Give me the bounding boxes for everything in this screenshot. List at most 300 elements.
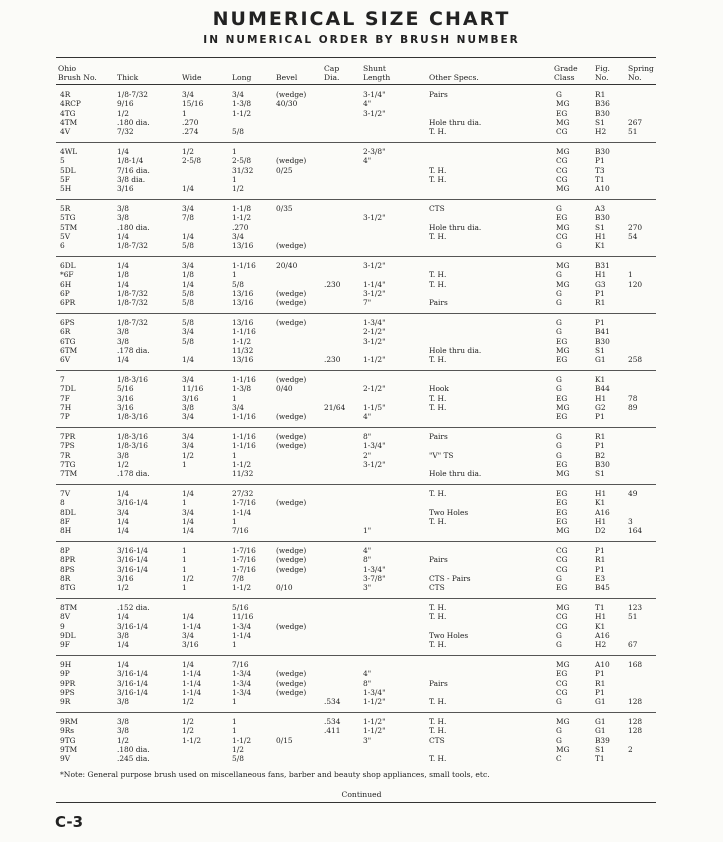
header-thick: Thick [117,73,139,82]
cell-brush: 4R [60,90,71,99]
cell-thick: 5/16 [117,384,134,394]
cell-thick: 1/4 [117,612,129,622]
cell-long: 1-7/16 [232,498,256,508]
cell-spring: 51 [628,127,638,137]
cell-fig: G1 [595,697,606,707]
cell-brush: 5H [60,184,72,194]
cell-spring: 120 [628,279,643,289]
table-row [0,517,723,526]
table-row [0,717,723,726]
cell-other: Pairs [429,90,448,99]
cell-fig: G1 [595,726,606,736]
cell-wide: 7/8 [182,213,194,223]
cell-long: 1 [232,450,237,460]
cell-long: 1 [232,393,237,403]
cell-thick: 3/4 [117,507,129,517]
cell-bevel: 20/40 [276,261,298,270]
cell-grade: CG [556,621,568,631]
cell-wide: 3/16 [182,393,199,403]
cell-fig: R1 [595,678,606,688]
cell-grade: MG [556,117,570,127]
cell-bevel: (wedge) [276,90,307,99]
group-separator [56,484,656,485]
cell-fig: G3 [595,279,606,289]
cell-shunt: 1-1/2" [363,697,386,707]
cell-thick: 3/16-1/4 [117,555,148,565]
cell-fig: A16 [595,507,610,517]
cell-long: 13/16 [232,318,254,327]
cell-grade: MG [556,345,570,355]
cell-grade: MG [556,222,570,232]
table-row [0,546,723,555]
cell-brush: *6F [60,270,74,280]
cell-grade: CG [556,687,568,697]
cell-long: 1/2 [232,184,244,194]
cell-fig: B30 [595,459,610,469]
cell-grade: EG [556,213,568,223]
header-cap: Cap Dia. [324,64,340,82]
table-row [0,232,723,241]
cell-spring: 78 [628,393,638,403]
cell-grade: G [556,450,562,460]
cell-grade: G [556,735,562,745]
cell-fig: P1 [595,412,605,422]
cell-long: 31/32 [232,165,254,175]
cell-fig: T1 [595,603,605,612]
cell-brush: 7TM [60,469,78,479]
cell-fig: B30 [595,336,610,346]
cell-brush: 9PR [60,678,76,688]
cell-shunt: 1-3/4" [363,687,386,697]
table-row [0,223,723,232]
table-row [0,612,723,621]
cell-brush: 8PS [60,564,75,574]
cell-brush: 9DL [60,630,76,640]
cell-bevel: (wedge) [276,441,307,451]
cell-fig: T1 [595,754,605,764]
cell-grade: CG [556,612,568,622]
cell-grade: MG [556,603,570,612]
cell-fig: A10 [595,184,610,194]
cell-wide: 1/4 [182,489,194,498]
cell-thick: 3/8 [117,336,129,346]
cell-long: 13/16 [232,241,254,251]
cell-thick: 3/16-1/4 [117,669,148,679]
header-fig: Fig. No. [595,64,610,82]
cell-shunt: 3-1/2" [363,336,386,346]
cell-brush: 8 [60,498,65,508]
cell-thick: 1/8-7/32 [117,241,148,251]
table-row [0,526,723,535]
table-row [0,147,723,156]
cell-fig: H1 [595,516,607,526]
cell-spring: 54 [628,231,638,241]
cell-brush: 8V [60,612,71,622]
cell-grade: CG [556,231,568,241]
table-row [0,469,723,478]
cell-long: 1-1/2 [232,336,252,346]
cell-grade: MG [556,526,570,536]
cell-bevel: 0/25 [276,165,293,175]
cell-shunt: 8" [363,432,372,441]
cell-brush: 7PR [60,432,76,441]
cell-brush: 9TG [60,735,76,745]
cell-other: T. H. [429,402,447,412]
table-row [0,261,723,270]
cell-brush: 6V [60,355,71,365]
cell-long: 1-3/4 [232,687,252,697]
cell-brush: 5DL [60,165,76,175]
cell-grade: MG [556,279,570,289]
cell-thick: 1/4 [117,660,129,669]
table-row [0,156,723,165]
cell-thick: 3/16-1/4 [117,687,148,697]
cell-long: 1-3/4 [232,678,252,688]
header-wide: Wide [182,73,202,82]
cell-wide: 1/2 [182,573,194,583]
cell-fig: A3 [595,204,606,213]
cell-fig: K1 [595,241,606,251]
group-separator [56,655,656,656]
cell-grade: CG [556,165,568,175]
cell-wide: 3/4 [182,432,194,441]
table-row [0,622,723,631]
cell-grade: G [556,697,562,707]
cell-wide: 1 [182,498,187,508]
cell-wide: 1/4 [182,279,194,289]
cell-brush: 7 [60,375,65,384]
cell-brush: 7R [60,450,71,460]
cell-thick: 1/2 [117,459,129,469]
header-grade: Grade Class [554,64,578,82]
cell-shunt: 1-1/4" [363,279,386,289]
cell-other: CTS - Pairs [429,573,471,583]
cell-thick: 1/8-7/32 [117,298,148,308]
cell-thick: 1/4 [117,526,129,536]
cell-thick: 7/32 [117,127,134,137]
cell-grade: EG [556,393,568,403]
cell-brush: 9 [60,621,65,631]
table-row [0,175,723,184]
cell-shunt: 2" [363,450,372,460]
cell-long: 5/16 [232,603,249,612]
continued-label: Continued [341,790,382,799]
cell-thick: 3/8 [117,697,129,707]
cell-wide: 3/4 [182,90,194,99]
cell-long: 1 [232,516,237,526]
cell-grade: CG [556,127,568,137]
cell-grade: C [556,754,562,764]
cell-thick: 3/16 [117,184,134,194]
cell-wide: 1 [182,459,187,469]
cell-thick: .152 dia. [117,603,150,612]
cell-grade: G [556,270,562,280]
cell-long: 1-1/16 [232,441,256,451]
cell-grade: G [556,432,562,441]
cell-fig: G2 [595,402,606,412]
footnote: *Note: General purpose brush used on miscellaneous fans, barber and beauty shop appliances, small tools, etc. [60,770,490,779]
cell-wide: 1 [182,564,187,574]
cell-thick: 1/4 [117,516,129,526]
cell-long: 27/32 [232,489,254,498]
cell-brush: 9F [60,640,70,650]
cell-brush: 9R [60,697,71,707]
cell-shunt: 1-3/4" [363,441,386,451]
cell-brush: 8F [60,516,70,526]
cell-long: 1-1/4 [232,507,252,517]
cell-long: 1-7/16 [232,555,256,565]
cell-other: T. H. [429,640,447,650]
cell-brush: 9V [60,754,71,764]
cell-fig: K1 [595,498,606,508]
cell-shunt: 4" [363,99,372,109]
cell-shunt: 1" [363,526,372,536]
cell-fig: B31 [595,261,610,270]
cell-thick: 1/8-3/16 [117,432,148,441]
cell-fig: B41 [595,327,610,337]
cell-brush: 7F [60,393,70,403]
cell-brush: 4TG [60,108,76,118]
cell-shunt: 3-1/2" [363,288,386,298]
group-separator [56,712,656,713]
table-row [0,375,723,384]
cell-fig: T1 [595,174,605,184]
table-row [0,184,723,193]
cell-fig: H1 [595,270,607,280]
cell-long: 1-7/16 [232,546,256,555]
cell-brush: 9H [60,660,72,669]
cell-fig: H2 [595,127,607,137]
table-row [0,726,723,735]
cell-cap: .534 [324,697,341,707]
cell-fig: B30 [595,108,610,118]
cell-wide: 1-1/4 [182,678,202,688]
cell-long: 1 [232,174,237,184]
cell-brush: 5TM [60,222,78,232]
cell-thick: .180 dia. [117,222,150,232]
cell-fig: B30 [595,213,610,223]
cell-fig: P1 [595,318,605,327]
cell-other: T. H. [429,697,447,707]
cell-long: 1-1/16 [232,327,256,337]
cell-bevel: (wedge) [276,412,307,422]
header-brush: Ohio Brush No. [58,64,97,82]
cell-fig: S1 [595,744,605,754]
cell-bevel: (wedge) [276,318,307,327]
cell-other: T. H. [429,231,447,241]
cell-thick: 1/8-3/16 [117,441,148,451]
cell-brush: 6TG [60,336,76,346]
cell-wide: 1 [182,108,187,118]
cell-shunt: 3-1/4" [363,90,386,99]
table-row [0,213,723,222]
cell-brush: 6DL [60,261,76,270]
cell-shunt: 3-1/2" [363,261,386,270]
cell-other: CTS [429,204,445,213]
cell-grade: EG [556,507,568,517]
cell-bevel: (wedge) [276,669,307,679]
cell-cap: .534 [324,717,341,726]
cell-bevel: (wedge) [276,241,307,251]
cell-fig: P1 [595,156,605,166]
cell-long: 1 [232,726,237,736]
cell-thick: 1/8-1/4 [117,156,144,166]
cell-fig: D2 [595,526,606,536]
cell-grade: EG [556,516,568,526]
cell-brush: 8DL [60,507,76,517]
cell-other: Two Holes [429,630,469,640]
cell-shunt: 3-1/2" [363,108,386,118]
cell-long: 1-1/16 [232,261,256,270]
cell-brush: 5 [60,156,65,166]
table-row [0,355,723,364]
cell-thick: 1/8-7/32 [117,288,148,298]
cell-thick: .245 dia. [117,754,150,764]
cell-shunt: 1-1/2" [363,355,386,365]
page-number: C-3 [55,813,84,831]
cell-grade: MG [556,469,570,479]
cell-shunt: 4" [363,669,372,679]
cell-brush: 6H [60,279,72,289]
cell-wide: 1/8 [182,270,194,280]
cell-long: 11/32 [232,469,254,479]
cell-thick: 3/8 [117,204,129,213]
table-row [0,289,723,298]
cell-other: Pairs [429,298,448,308]
cell-fig: S1 [595,469,605,479]
cell-thick: 1/4 [117,355,129,365]
cell-spring: 51 [628,612,638,622]
cell-spring: 267 [628,117,643,127]
cell-wide: 1/4 [182,612,194,622]
cell-brush: 9RM [60,717,78,726]
header-other: Other Specs. [429,73,479,82]
cell-thick: 1/4 [117,489,129,498]
group-separator [56,541,656,542]
table-row [0,298,723,307]
cell-long: 5/8 [232,754,244,764]
cell-thick: 3/8 [117,450,129,460]
cell-wide: 3/4 [182,204,194,213]
group-separator [56,256,656,257]
cell-long: 1-1/16 [232,412,256,422]
cell-other: "V" TS [429,450,454,460]
cell-other: Hole thru dia. [429,117,482,127]
cell-grade: CG [556,174,568,184]
cell-thick: 3/16 [117,573,134,583]
cell-cap: 21/64 [324,402,346,412]
table-row [0,318,723,327]
cell-shunt: 1-1/2" [363,726,386,736]
cell-wide: 1/2 [182,726,194,736]
cell-thick: 3/16-1/4 [117,621,148,631]
table-row [0,99,723,108]
cell-long: 13/16 [232,298,254,308]
cell-long: 7/8 [232,573,244,583]
cell-fig: P1 [595,288,605,298]
cell-brush: 6 [60,241,65,251]
cell-wide: 1-1/4 [182,669,202,679]
cell-fig: A10 [595,660,610,669]
cell-shunt: 2-3/8" [363,147,386,156]
cell-grade: MG [556,147,570,156]
cell-wide: 15/16 [182,99,204,109]
cell-cap: .230 [324,355,341,365]
cell-bevel: (wedge) [276,687,307,697]
header-bevel: Bevel [276,73,298,82]
table-row [0,660,723,669]
cell-grade: G [556,288,562,298]
cell-grade: EG [556,459,568,469]
cell-wide: 1/4 [182,184,194,194]
table-row [0,631,723,640]
table-row [0,754,723,763]
cell-fig: G1 [595,355,606,365]
cell-bevel: (wedge) [276,564,307,574]
cell-thick: 1/8-7/32 [117,90,148,99]
table-row [0,745,723,754]
cell-grade: G [556,630,562,640]
cell-brush: 6R [60,327,71,337]
cell-shunt: 3" [363,735,372,745]
cell-grade: G [556,375,562,384]
cell-brush: 5R [60,204,71,213]
cell-thick: 3/16-1/4 [117,498,148,508]
cell-thick: 3/16-1/4 [117,546,148,555]
cell-wide: 5/8 [182,318,194,327]
cell-long: 1-1/4 [232,630,252,640]
cell-grade: EG [556,489,568,498]
cell-bevel: (wedge) [276,375,307,384]
cell-cap: .230 [324,279,341,289]
cell-long: 1-1/2 [232,459,252,469]
cell-bevel: (wedge) [276,621,307,631]
table-row [0,669,723,678]
cell-thick: 3/8 dia. [117,174,146,184]
cell-brush: 8H [60,526,72,536]
table-row [0,460,723,469]
cell-thick: 3/16 [117,402,134,412]
cell-fig: P1 [595,687,605,697]
cell-long: 1-7/16 [232,564,256,574]
cell-long: 1-1/2 [232,583,252,593]
table-row [0,688,723,697]
cell-brush: 7DL [60,384,76,394]
table-row [0,603,723,612]
cell-grade: G [556,726,562,736]
cell-spring: 3 [628,516,633,526]
cell-fig: H1 [595,612,607,622]
cell-wide: 3/8 [182,402,194,412]
cell-other: T. H. [429,279,447,289]
cell-wide: 1-1/2 [182,735,202,745]
cell-wide: 3/4 [182,630,194,640]
cell-brush: 9Rs [60,726,75,736]
cell-brush: 5V [60,231,71,241]
cell-shunt: 8" [363,678,372,688]
cell-fig: H1 [595,489,607,498]
cell-spring: 67 [628,640,638,650]
cell-shunt: 4" [363,546,372,555]
cell-grade: G [556,90,562,99]
table-row [0,451,723,460]
cell-fig: A16 [595,630,610,640]
cell-spring: 164 [628,526,643,536]
cell-fig: H2 [595,640,607,650]
cell-thick: 1/2 [117,108,129,118]
cell-grade: MG [556,717,570,726]
table-row [0,270,723,279]
